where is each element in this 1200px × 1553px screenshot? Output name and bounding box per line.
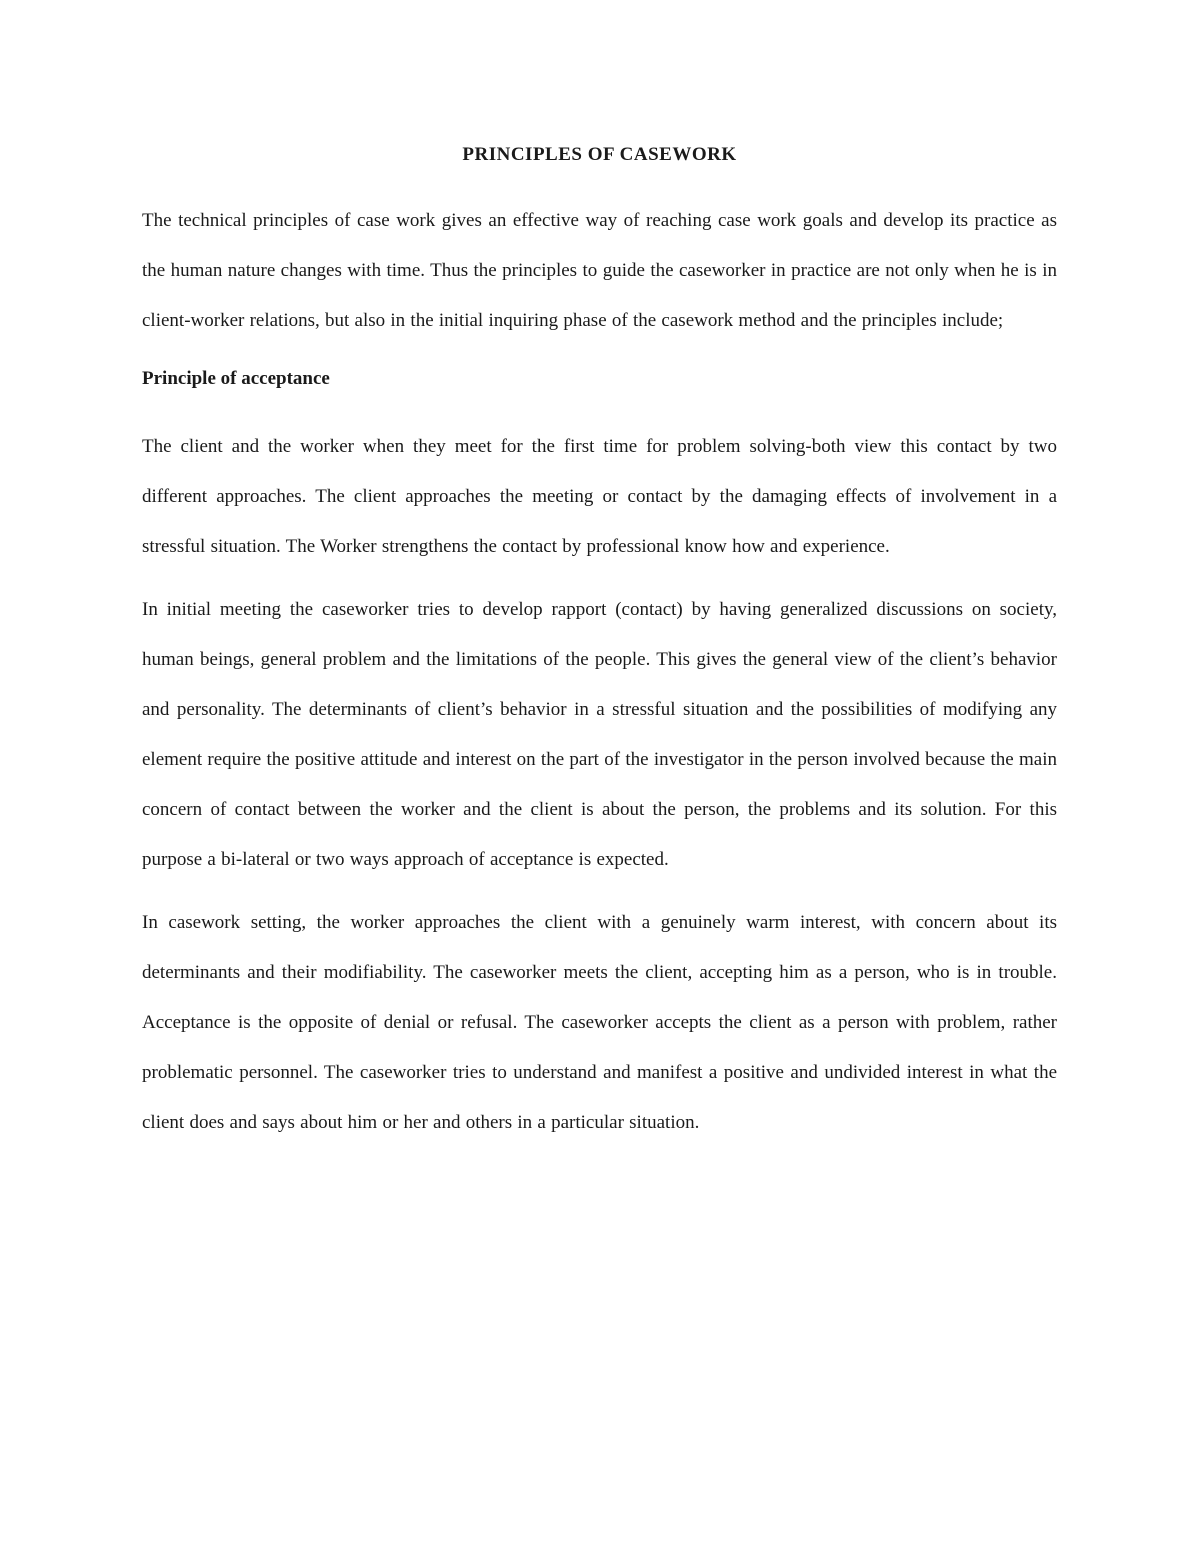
document-page — [142, 140, 1057, 1148]
body-paragraph-2: In initial meeting the caseworker tries to develop rapport (contact) by having generalized discussions on society, human beings, general problem and the limitations of the people. This gives the general view of the client’s behavior and personality. The determinants of client’s behavior in a stressful situation and the possibilities of modifying any element require the positive attitude and interest on the part of the investigator in the person involved because the main concern of contact between the worker and the client is about the person, the problems and its solution. For this purpose a bi-lateral or two ways approach of acceptance is expected. — [142, 599, 1057, 870]
document-title: PRINCIPLES OF CASEWORK — [462, 144, 737, 165]
section-heading: Principle of acceptance — [142, 368, 330, 389]
intro-paragraph: The technical principles of case work gives an effective way of reaching case work goals and develop its practice as the human nature changes with time. Thus the principles to guide the caseworker in practice are not only when he is in client-worker relations, but also in the initial inquiring phase of the casework method and the principles include; — [142, 210, 1057, 331]
body-paragraph-3: In casework setting, the worker approaches the client with a genuinely warm interest, with concern about its determinants and their modifiability. The caseworker meets the client, accepting him as a person, who is in trouble. Acceptance is the opposite of denial or refusal. The caseworker accepts the client as a person with problem, rather problematic personnel. The caseworker tries to understand and manifest a positive and undivided interest in what the client does and says about him or her and others in a particular situation. — [142, 912, 1057, 1133]
body-paragraph-1: The client and the worker when they meet for the first time for problem solving-both view this contact by two different approaches. The client approaches the meeting or contact by the damaging effects of involvement in a stressful situation. The Worker strengthens the contact by professional know how and experience. — [142, 436, 1057, 557]
